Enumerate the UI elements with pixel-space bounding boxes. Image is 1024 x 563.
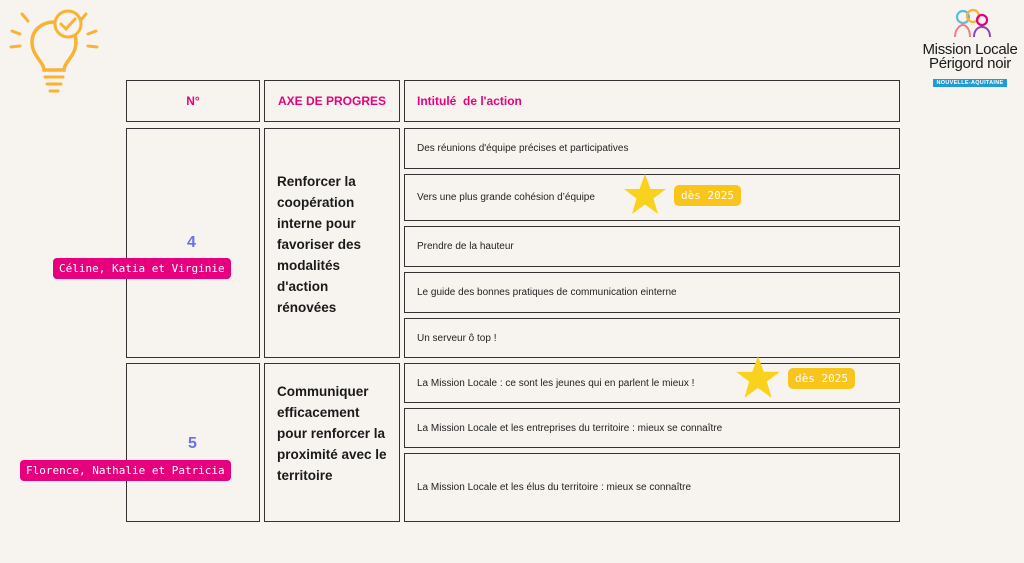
- badge-des-2025: dès 2025: [788, 368, 855, 389]
- action-row: [404, 408, 900, 448]
- action-row: [404, 272, 900, 313]
- action-row: [404, 453, 900, 522]
- group-5-names-badge: Florence, Nathalie et Patricia: [20, 460, 231, 481]
- header-axe: [264, 80, 400, 122]
- group-4-names-badge: Céline, Katia et Virginie: [53, 258, 231, 279]
- logo-line-3: NOUVELLE-AQUITAINE: [933, 79, 1006, 87]
- star-icon: [622, 172, 668, 218]
- action-label: Prendre de la hauteur: [417, 241, 514, 252]
- lightbulb-check-icon: [6, 4, 102, 100]
- action-label: La Mission Locale et les élus du territoire : mieux se connaître: [417, 482, 692, 493]
- group-5-number: 5: [188, 435, 197, 452]
- header-axe-label: AXE DE PROGRES: [278, 94, 387, 108]
- action-label: La Mission Locale : ce sont les jeunes qui en parlent le mieux !: [417, 377, 695, 389]
- action-label: Des réunions d'équipe précises et participatives: [417, 143, 629, 154]
- action-label: Un serveur ô top !: [417, 332, 497, 344]
- header-num-label: N°: [186, 94, 200, 108]
- action-row: [404, 128, 900, 169]
- people-icon: [941, 8, 999, 38]
- action-row: [404, 318, 900, 358]
- logo-line-1: Mission Locale: [922, 41, 1018, 58]
- action-label: La Mission Locale et les entreprises du territoire : mieux se connaître: [417, 422, 723, 434]
- badge-des-2025: dès 2025: [674, 185, 741, 206]
- action-label: Vers une plus grande cohésion d’équipe: [417, 192, 595, 203]
- header-num: [126, 80, 260, 122]
- logo-line-2: Périgord noir: [929, 55, 1011, 72]
- header-intitule-label: Intitulé de l'action: [417, 94, 522, 108]
- group-4-number: 4: [187, 234, 196, 251]
- action-row: [404, 226, 900, 267]
- mission-locale-logo: [922, 8, 1018, 89]
- header-intitule: [404, 80, 900, 122]
- group-5-axe-text: Communiquer efficacement pour renforcer la proximité avec le territoire: [277, 384, 387, 483]
- star-icon: [734, 354, 782, 402]
- group-4-axe-text: Renforcer la coopération interne pour favoriser des modalités d'action rénovées: [277, 174, 362, 315]
- action-label: Le guide des bonnes pratiques de communication einterne: [417, 287, 677, 298]
